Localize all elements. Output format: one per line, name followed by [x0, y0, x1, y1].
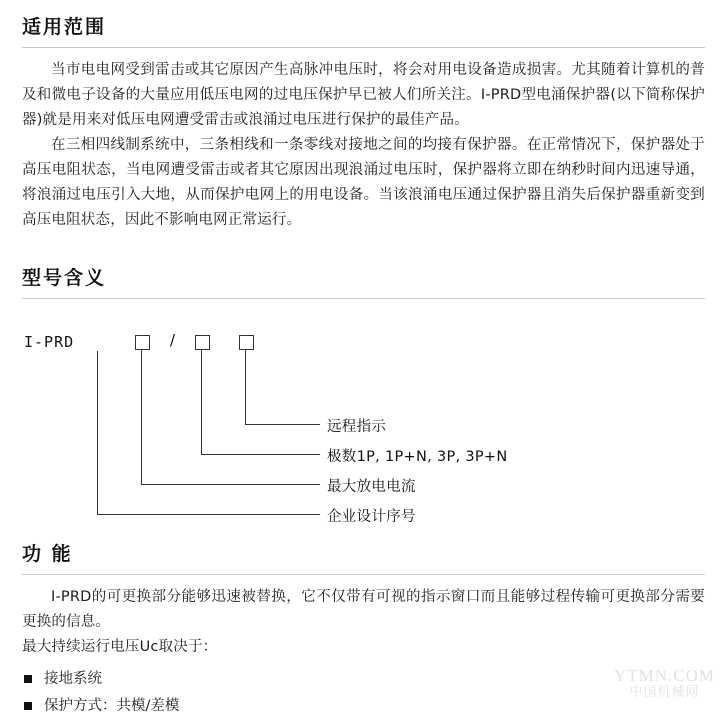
list-item [22, 693, 705, 720]
leader-label-design-serial: 企业设计序号 [327, 509, 416, 525]
model-box-2 [195, 335, 210, 350]
leader-line-horizontal-4 [97, 514, 320, 515]
model-box-1 [135, 335, 150, 350]
model-code-prefix: I-PRD [24, 333, 75, 351]
leader-line-vertical-2 [201, 349, 202, 454]
watermark-line-2: 中国机械网 [629, 685, 700, 700]
section-header-model [22, 263, 705, 299]
square-bullet-icon [24, 675, 32, 683]
scope-paragraph-1: 当市电电网受到雷击或其它原因产生高脉冲电压时，将会对用电设备造成损害。尤其随着计算机的普及和微电子设备的大量应用低压电网的过电压保护早已被人们所关注。I-PRD型电涌保护器(以下简称保护器)就是用来对低压电网遭受雷击或浪涌过电压进行保护的最佳产品。 [22, 62, 705, 128]
leader-line-vertical-3 [141, 349, 142, 484]
list-item-label: 保护方式：共模/差模 [44, 698, 180, 714]
section-title-model: 型号含义 [22, 267, 107, 289]
watermark-line-1: YTMN.COM [613, 666, 715, 685]
model-code-diagram [22, 325, 705, 525]
section-header-function [22, 539, 705, 575]
list-item [22, 666, 705, 693]
leader-label-remote-indication: 远程指示 [327, 419, 387, 435]
function-paragraph-2: 最大持续运行电压Uc取决于： [22, 639, 218, 655]
model-separator: / [170, 331, 176, 349]
section-title-scope: 适用范围 [22, 16, 107, 38]
model-box-3 [239, 335, 254, 350]
section-header-scope [22, 0, 705, 48]
scope-paragraph-2: 在三相四线制系统中，三条相线和一条零线对接地之间的均接有保护器。在正常情况下，保护器处于高压电阻状态，当电网遭受雷击或者其它原因出现浪涌过电压时，保护器将立即在纳秒时间内迅速导通，将浪涌过电压引入大地，从而保护电网上的用电设备。当该浪涌电压通过保护器且消失后保护器重新变到高压电阻状态，因此不影响电网正常运行。 [22, 137, 705, 228]
section-title-function: 功 能 [22, 543, 73, 565]
leader-label-poles: 极数1P, 1P+N, 3P, 3P+N [327, 449, 508, 465]
leader-line-horizontal-1 [245, 424, 320, 425]
leader-label-max-discharge-current: 最大放电电流 [327, 479, 416, 495]
leader-line-vertical-1 [245, 349, 246, 424]
function-body [22, 585, 705, 720]
leader-line-vertical-4 [97, 351, 98, 514]
scope-body [22, 58, 705, 233]
function-paragraph-1: I-PRD的可更换部分能够迅速被替换，它不仅带有可视的指示窗口而且能够过程传输可更换部分需要更换的信息。 [22, 589, 705, 630]
list-item-label: 接地系统 [44, 671, 102, 687]
leader-line-horizontal-2 [201, 454, 320, 455]
leader-line-horizontal-3 [141, 484, 320, 485]
function-bullet-list [22, 666, 705, 720]
